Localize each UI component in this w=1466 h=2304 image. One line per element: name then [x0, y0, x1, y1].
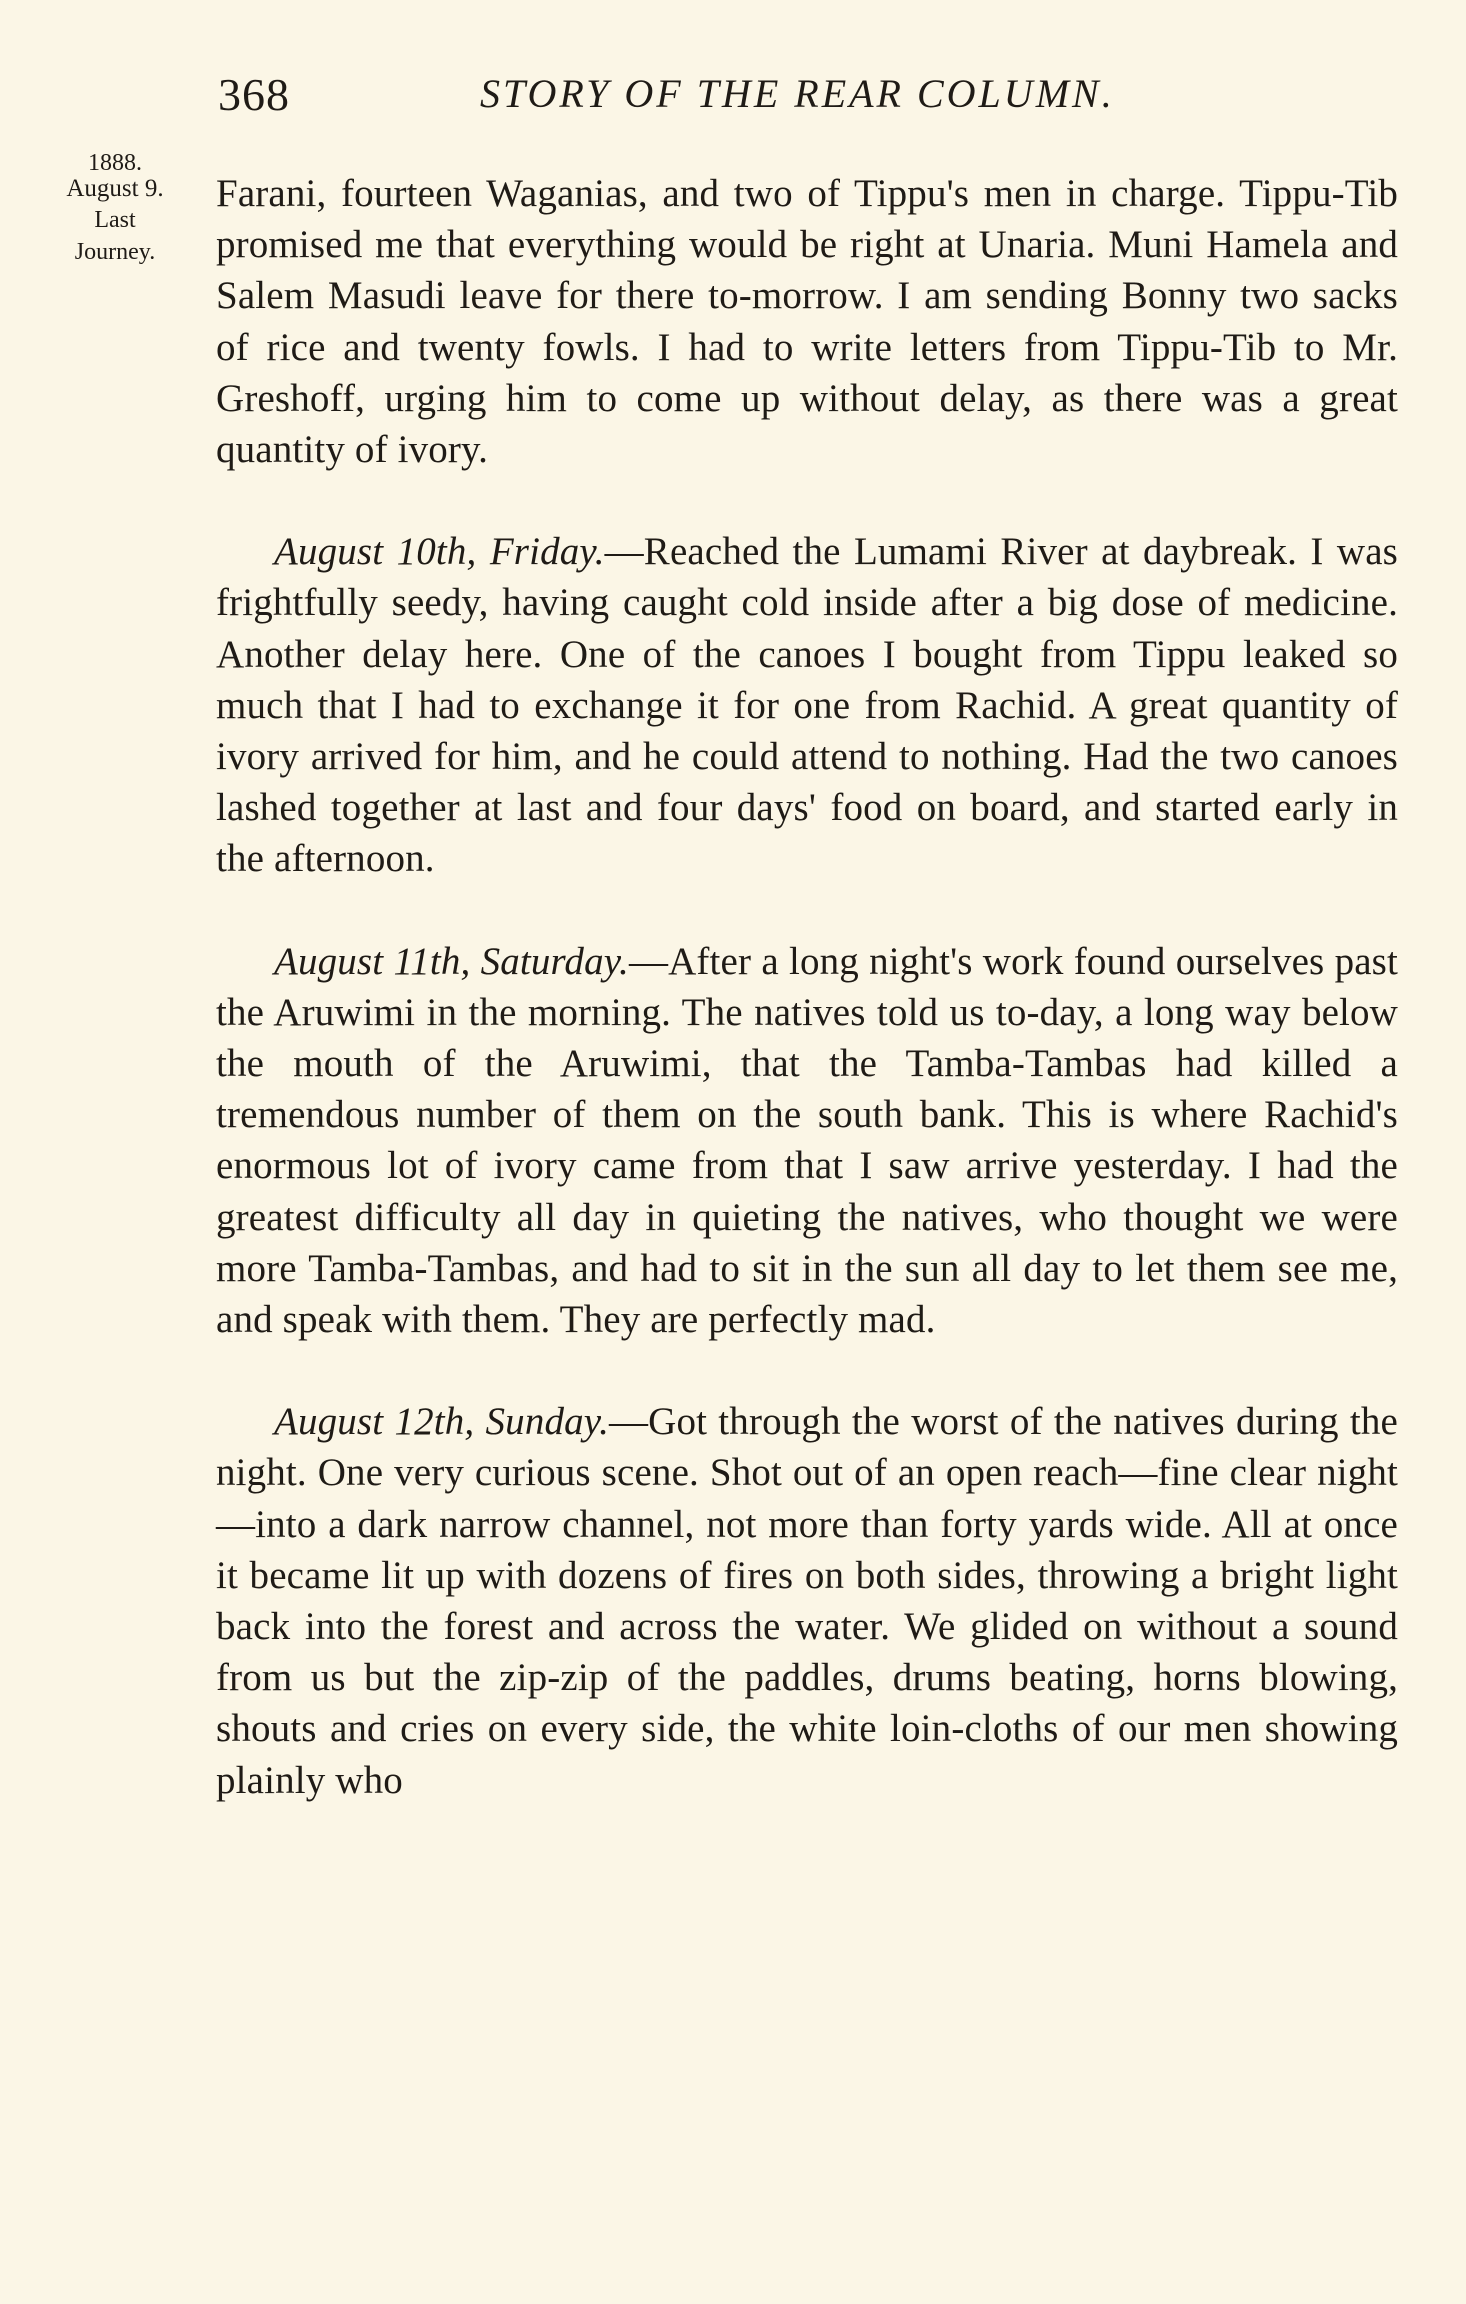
entry-text: —Reached the Lumami River at daybreak. I was frightfully seedy, having caught cold inside after a big dose of medicine. Another delay here. One of the canoes I bought from Tippu leaked so much that I had to exchange it for one from Rachid. A great quantity of ivory arrived for him, and he could attend to nothing. Had the two canoes lashed together at last and four days' food on board, and started early in the afternoon.: [216, 530, 1398, 881]
body-text: [216, 168, 1398, 1806]
margin-label-last: Last: [94, 207, 136, 233]
entry-date: August 12th, Sunday.: [274, 1400, 609, 1444]
paragraph: [216, 168, 1398, 475]
entry-date: August 10th, Friday.: [274, 530, 605, 574]
page-number: 368: [218, 69, 290, 120]
paragraph-text: Farani, fourteen Waganias, and two of Tippu's men in charge. Tippu-Tib promised me that everything would be right at Unaria. Muni Hamela and Salem Masudi leave for there to-morrow. I am sending Bonny two sacks of rice and twenty fowls. I had to write letters from Tippu-Tib to Mr. Greshoff, urging him to come up without delay, as there was a great quantity of ivory.: [216, 172, 1398, 472]
page-header: [0, 68, 1466, 128]
margin-label-journey: Journey.: [74, 239, 156, 265]
diary-entry: [216, 1396, 1398, 1806]
margin-notes: [40, 150, 190, 268]
entry-text: —After a long night's work found ourselves past the Aruwimi in the morning. The natives told us to-day, a long way below the mouth of the Aruwimi, that the Tamba-Tambas had killed a tremendous number of them on the south bank. This is where Rachid's enormous lot of ivory came from that I saw arrive yesterday. I had the greatest difficulty all day in quieting the natives, who thought we were more Tamba-Tambas, and had to sit in the sun all day to let them see me, and speak with them. They are perfectly mad.: [216, 939, 1398, 1342]
running-head: STORY OF THE REAR COLUMN.: [480, 71, 1115, 116]
diary-entry: [216, 936, 1398, 1346]
entry-date: August 11th, Saturday.: [274, 939, 629, 983]
diary-entry: [216, 526, 1398, 884]
margin-date: August 9.: [66, 175, 164, 202]
margin-year: 1888.: [88, 150, 142, 176]
entry-text: —Got through the worst of the natives during the night. One very curious scene. Shot out of an open reach—fine clear night—into a dark narrow channel, not more than forty yards wide. All at once it became lit up with dozens of fires on both sides, throwing a bright light back into the forest and across the water. We glided on without a sound from us but the zip-zip of the paddles, drums beating, horns blowing, shouts and cries on every side, the white loin-cloths of our men showing plainly who: [216, 1400, 1398, 1802]
